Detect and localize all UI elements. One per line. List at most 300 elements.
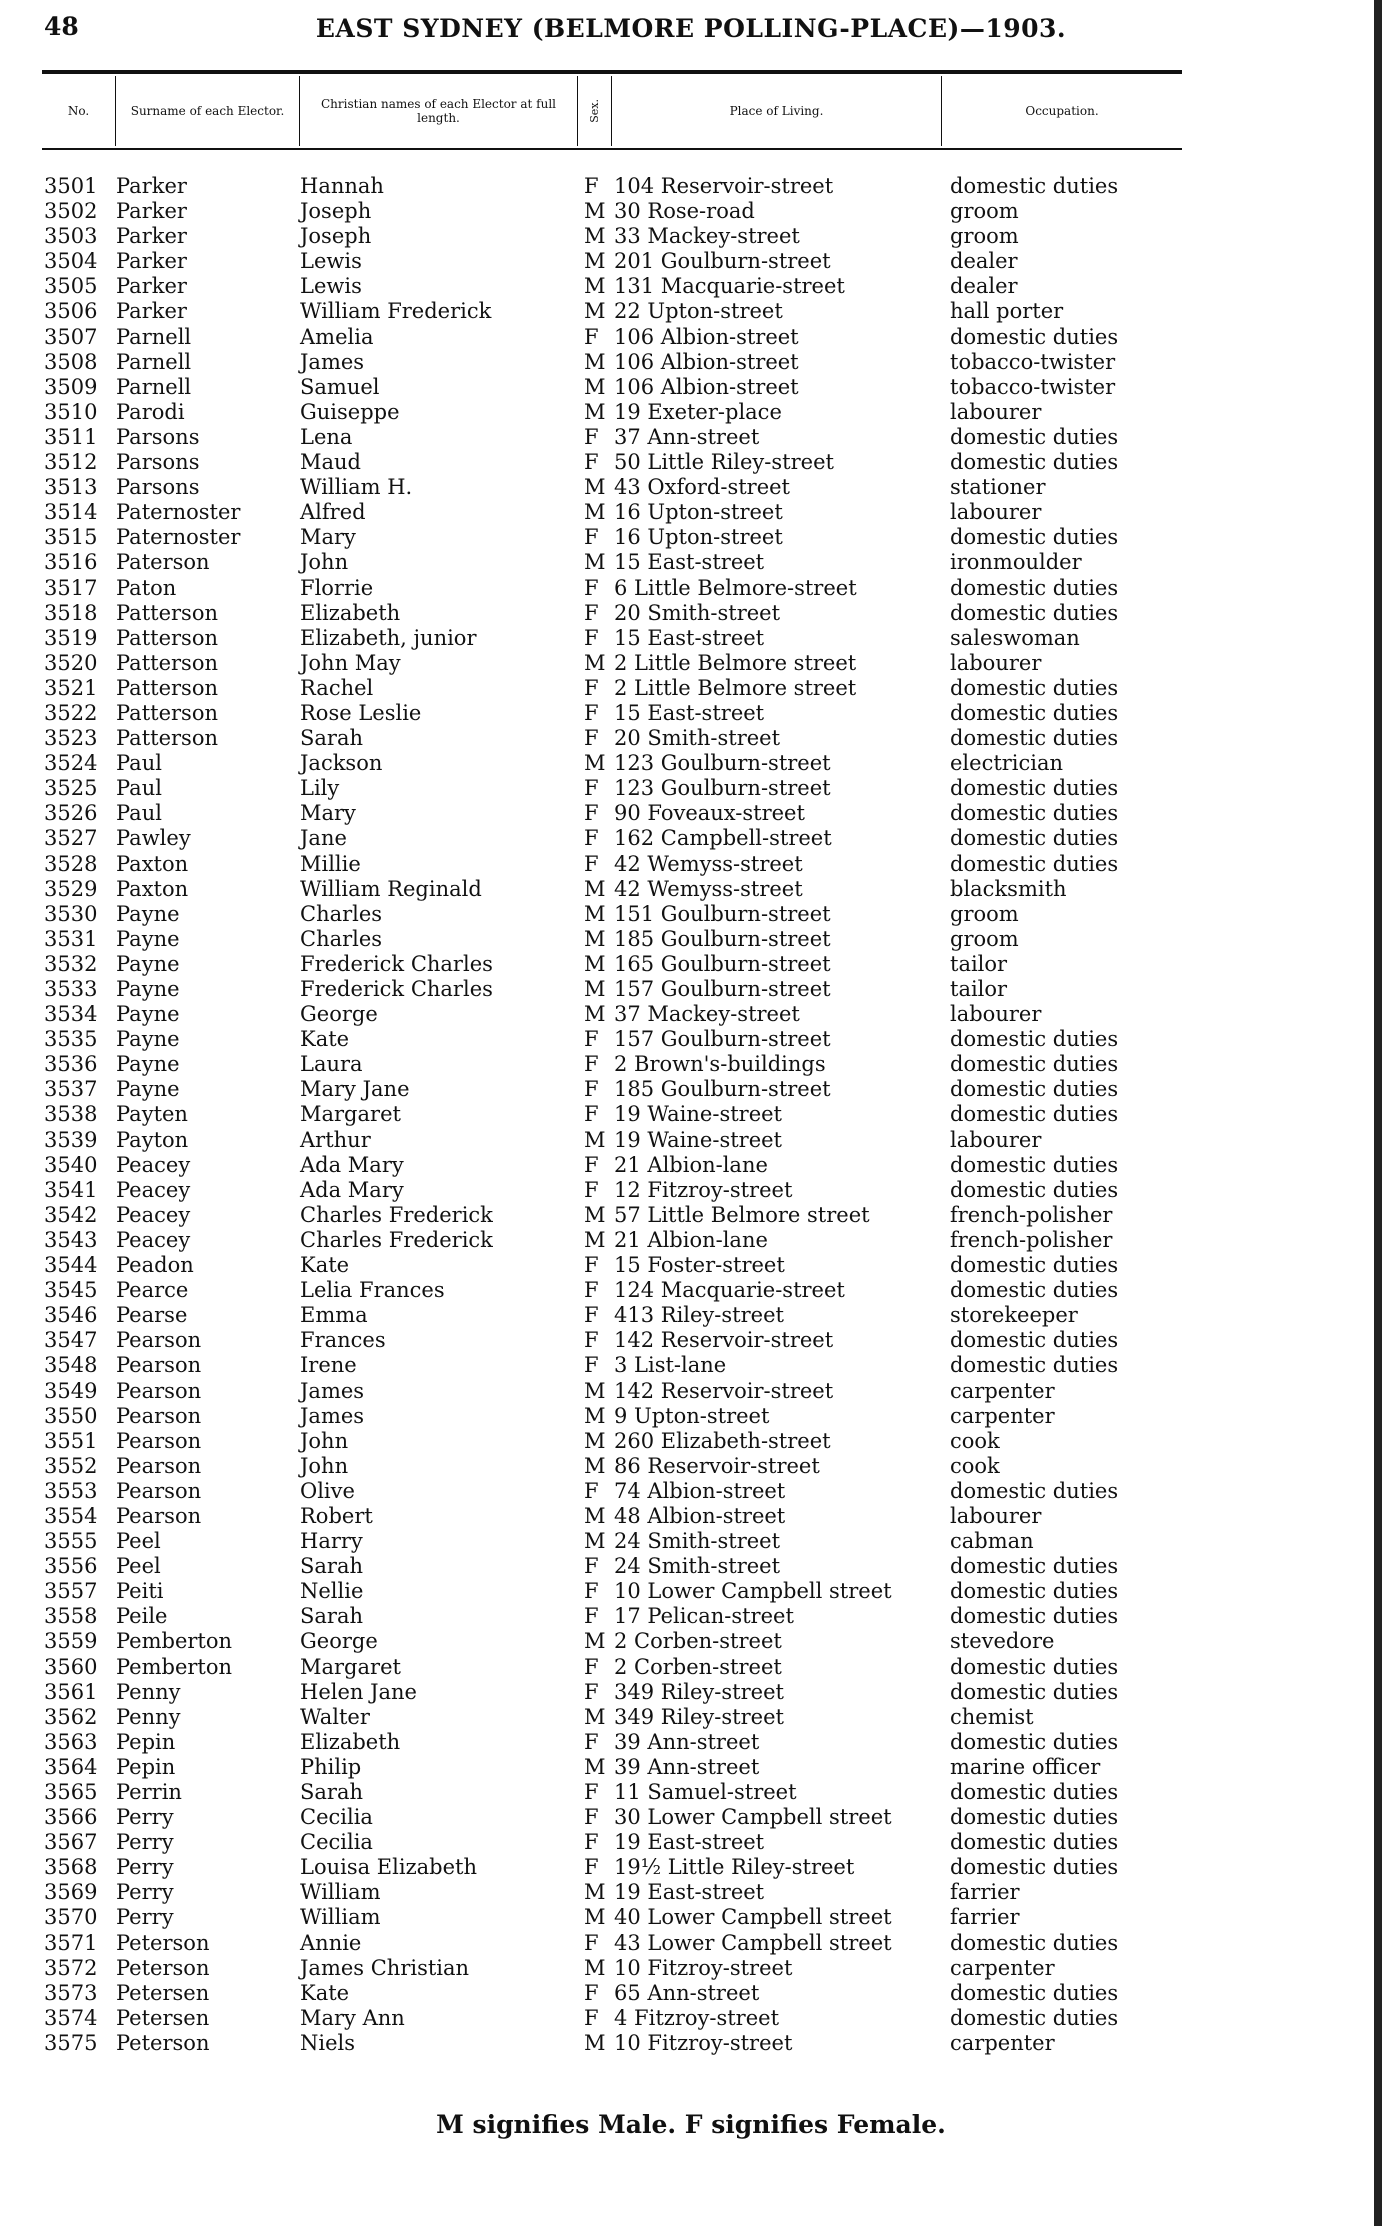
header-sex: Sex.: [587, 99, 601, 123]
elector-number: 3535: [44, 1027, 98, 1052]
elector-place-of-living: 86 Reservoir-street: [614, 1453, 820, 1478]
header-sex-cell: [578, 76, 612, 146]
table-row: [0, 826, 1382, 851]
table-row: [0, 375, 1382, 400]
elector-christian-names: Charles: [300, 926, 383, 951]
table-row: [0, 776, 1382, 801]
elector-sex: F: [584, 776, 599, 801]
table-row: [0, 751, 1382, 776]
elector-sex: M: [584, 1704, 606, 1729]
elector-number: 3508: [44, 349, 98, 374]
elector-number: 3504: [44, 249, 98, 274]
elector-sex: F: [584, 726, 599, 751]
elector-place-of-living: 20 Smith-street: [614, 600, 781, 625]
elector-surname: Payne: [116, 1027, 180, 1052]
table-row: [0, 1931, 1382, 1956]
elector-place-of-living: 142 Reservoir-street: [614, 1328, 834, 1353]
elector-christian-names: Arthur: [300, 1127, 371, 1152]
elector-sex: F: [584, 1780, 599, 1804]
elector-occupation: labourer: [950, 650, 1042, 675]
elector-surname: Parker: [116, 224, 187, 249]
elector-surname: Petersen: [116, 2005, 210, 2030]
elector-occupation: domestic duties: [950, 1980, 1119, 2005]
elector-place-of-living: 123 Goulburn-street: [614, 751, 831, 776]
elector-number: 3551: [44, 1428, 98, 1453]
table-row: [0, 1655, 1382, 1680]
table-row: [0, 274, 1382, 299]
elector-number: 3549: [44, 1378, 98, 1403]
elector-occupation: marine officer: [950, 1754, 1101, 1779]
table-row: [0, 651, 1382, 676]
elector-christian-names: Ada Mary: [300, 1177, 404, 1202]
table-row: [0, 425, 1382, 450]
table-row: [0, 1052, 1382, 1077]
elector-sex: F: [584, 1554, 599, 1579]
elector-occupation: domestic duties: [950, 1328, 1119, 1353]
elector-place-of-living: 16 Upton-street: [614, 525, 783, 550]
elector-christian-names: John May: [300, 650, 401, 675]
elector-surname: Peacey: [116, 1177, 191, 1202]
elector-number: 3517: [44, 575, 98, 600]
elector-occupation: domestic duties: [950, 1780, 1119, 1804]
table-row: [0, 801, 1382, 826]
elector-number: 3512: [44, 450, 98, 475]
elector-occupation: electrician: [950, 751, 1064, 776]
elector-christian-names: Irene: [300, 1353, 357, 1378]
elector-occupation: domestic duties: [950, 1278, 1119, 1303]
elector-number: 3568: [44, 1855, 98, 1880]
table-row: [0, 701, 1382, 726]
elector-occupation: domestic duties: [950, 1654, 1119, 1679]
elector-christian-names: James: [300, 349, 365, 374]
table-row: [0, 852, 1382, 877]
elector-sex: M: [584, 1629, 606, 1654]
table-row: [0, 1454, 1382, 1479]
elector-sex: F: [584, 600, 599, 625]
table-row: [0, 199, 1382, 224]
table-row: [0, 2031, 1382, 2056]
elector-number: 3513: [44, 475, 98, 500]
elector-surname: Parker: [116, 299, 187, 324]
elector-surname: Pearson: [116, 1328, 202, 1353]
elector-surname: Parker: [116, 199, 187, 224]
elector-christian-names: Mary: [300, 801, 356, 826]
table-row: [0, 1755, 1382, 1780]
elector-christian-names: Nellie: [300, 1579, 364, 1604]
elector-surname: Pemberton: [116, 1654, 233, 1679]
elector-surname: Pearson: [116, 1353, 202, 1378]
elector-surname: Paul: [116, 751, 162, 776]
elector-christian-names: Margaret: [300, 1654, 401, 1679]
elector-surname: Payne: [116, 901, 180, 926]
elector-place-of-living: 19 East-street: [614, 1880, 765, 1905]
elector-place-of-living: 157 Goulburn-street: [614, 1027, 831, 1052]
elector-place-of-living: 162 Campbell-street: [614, 826, 832, 851]
elector-christian-names: Florrie: [300, 575, 374, 600]
elector-sex: F: [584, 575, 599, 600]
elector-occupation: farrier: [950, 1880, 1020, 1905]
elector-christian-names: Olive: [300, 1478, 355, 1503]
elector-number: 3511: [44, 424, 98, 449]
elector-occupation: domestic duties: [950, 324, 1119, 349]
elector-sex: M: [584, 951, 606, 976]
elector-christian-names: Samuel: [300, 374, 380, 399]
table-row: [0, 1504, 1382, 1529]
elector-occupation: dealer: [950, 249, 1018, 274]
elector-place-of-living: 74 Albion-street: [614, 1478, 786, 1503]
elector-number: 3542: [44, 1202, 98, 1227]
elector-place-of-living: 10 Fitzroy-street: [614, 2030, 793, 2055]
elector-christian-names: Kate: [300, 1980, 350, 2005]
table-row: [0, 350, 1382, 375]
elector-christian-names: William: [300, 1905, 381, 1930]
elector-christian-names: Louisa Elizabeth: [300, 1855, 477, 1880]
elector-place-of-living: 33 Mackey-street: [614, 224, 800, 249]
table-row: [0, 726, 1382, 751]
elector-sex: M: [584, 1127, 606, 1152]
elector-place-of-living: 42 Wemyss-street: [614, 851, 803, 876]
elector-number: 3556: [44, 1554, 98, 1579]
elector-christian-names: Sarah: [300, 726, 363, 751]
elector-christian-names: Kate: [300, 1253, 350, 1278]
elector-occupation: domestic duties: [950, 2005, 1119, 2030]
elector-number: 3509: [44, 374, 98, 399]
table-row: [0, 1479, 1382, 1504]
elector-occupation: tailor: [950, 977, 1008, 1001]
elector-christian-names: Niels: [300, 2030, 356, 2055]
elector-number: 3570: [44, 1905, 98, 1930]
table-row: [0, 1027, 1382, 1052]
elector-surname: Peterson: [116, 1955, 210, 1980]
elector-christian-names: Walter: [300, 1704, 370, 1729]
elector-occupation: domestic duties: [950, 600, 1119, 625]
table-row: [0, 1579, 1382, 1604]
elector-christian-names: Sarah: [300, 1780, 363, 1804]
elector-place-of-living: 19 Waine-street: [614, 1102, 782, 1127]
elector-number: 3550: [44, 1403, 98, 1428]
elector-christian-names: William Reginald: [300, 876, 482, 901]
page-number: 48: [44, 12, 79, 41]
elector-sex: F: [584, 1077, 599, 1102]
table-row: [0, 1128, 1382, 1153]
elector-occupation: labourer: [950, 399, 1042, 424]
elector-sex: F: [584, 826, 599, 851]
elector-surname: Patterson: [116, 650, 218, 675]
elector-christian-names: Charles Frederick: [300, 1202, 493, 1227]
elector-occupation: domestic duties: [950, 1152, 1119, 1177]
elector-christian-names: Joseph: [300, 199, 372, 224]
elector-surname: Payton: [116, 1127, 189, 1152]
elector-christian-names: Robert: [300, 1503, 373, 1528]
header-surname: Surname of each Elector.: [116, 76, 300, 146]
elector-surname: Peterson: [116, 2030, 210, 2055]
elector-surname: Peacey: [116, 1152, 191, 1177]
elector-sex: F: [584, 1353, 599, 1378]
elector-christian-names: Frederick Charles: [300, 977, 493, 1001]
elector-occupation: dealer: [950, 274, 1018, 299]
elector-sex: F: [584, 801, 599, 826]
elector-surname: Parnell: [116, 349, 192, 374]
elector-surname: Paterson: [116, 550, 210, 575]
elector-christian-names: James: [300, 1403, 365, 1428]
elector-number: 3525: [44, 776, 98, 801]
elector-surname: Pearson: [116, 1428, 202, 1453]
elector-sex: F: [584, 1303, 599, 1328]
table-row: [0, 1981, 1382, 2006]
elector-christian-names: Philip: [300, 1754, 362, 1779]
elector-place-of-living: 142 Reservoir-street: [614, 1378, 834, 1403]
elector-place-of-living: 30 Lower Campbell street: [614, 1805, 892, 1830]
elector-christian-names: John: [300, 1428, 349, 1453]
elector-surname: Payten: [116, 1102, 188, 1127]
elector-sex: M: [584, 550, 606, 575]
elector-surname: Paton: [116, 575, 177, 600]
elector-place-of-living: 4 Fitzroy-street: [614, 2005, 780, 2030]
elector-sex: M: [584, 349, 606, 374]
elector-christian-names: Laura: [300, 1052, 363, 1077]
table-row: [0, 1203, 1382, 1228]
elector-christian-names: Ada Mary: [300, 1152, 404, 1177]
elector-place-of-living: 349 Riley-street: [614, 1704, 784, 1729]
elector-sex: F: [584, 1679, 599, 1704]
elector-place-of-living: 24 Smith-street: [614, 1554, 781, 1579]
elector-number: 3547: [44, 1328, 98, 1353]
header-place: Place of Living.: [612, 76, 942, 146]
table-row: [0, 299, 1382, 324]
elector-surname: Pearson: [116, 1503, 202, 1528]
elector-place-of-living: 50 Little Riley-street: [614, 450, 834, 475]
elector-place-of-living: 131 Macquarie-street: [614, 274, 845, 299]
elector-christian-names: Sarah: [300, 1554, 363, 1579]
elector-christian-names: Mary: [300, 525, 356, 550]
table-row: [0, 1680, 1382, 1705]
elector-christian-names: Charles: [300, 901, 383, 926]
elector-occupation: blacksmith: [950, 876, 1067, 901]
elector-surname: Paternoster: [116, 525, 241, 550]
elector-sex: F: [584, 1805, 599, 1830]
elector-sex: M: [584, 1378, 606, 1403]
elector-number: 3528: [44, 851, 98, 876]
elector-sex: M: [584, 1754, 606, 1779]
table-row: [0, 1077, 1382, 1102]
elector-sex: F: [584, 1654, 599, 1679]
elector-sex: F: [584, 1052, 599, 1077]
elector-sex: F: [584, 851, 599, 876]
elector-sex: F: [584, 2005, 599, 2030]
elector-christian-names: Lewis: [300, 249, 362, 274]
elector-christian-names: John: [300, 1453, 349, 1478]
elector-number: 3518: [44, 600, 98, 625]
elector-place-of-living: 157 Goulburn-street: [614, 977, 831, 1001]
elector-surname: Parsons: [116, 475, 200, 500]
elector-surname: Perrin: [116, 1780, 182, 1804]
elector-number: 3561: [44, 1679, 98, 1704]
elector-occupation: french-polisher: [950, 1202, 1113, 1227]
table-row: [0, 1730, 1382, 1755]
elector-christian-names: James: [300, 1378, 365, 1403]
elector-occupation: labourer: [950, 1002, 1042, 1027]
elector-occupation: domestic duties: [950, 1805, 1119, 1830]
elector-surname: Parker: [116, 174, 187, 198]
elector-surname: Perry: [116, 1805, 174, 1830]
elector-number: 3530: [44, 901, 98, 926]
elector-sex: M: [584, 1002, 606, 1027]
elector-christian-names: Elizabeth, junior: [300, 625, 477, 650]
elector-surname: Perry: [116, 1830, 174, 1855]
elector-occupation: storekeeper: [950, 1303, 1078, 1328]
elector-christian-names: Lewis: [300, 274, 362, 299]
elector-sex: F: [584, 1027, 599, 1052]
header-occupation: Occupation.: [1025, 104, 1099, 118]
elector-surname: Penny: [116, 1704, 181, 1729]
elector-surname: Patterson: [116, 625, 218, 650]
elector-surname: Parsons: [116, 424, 200, 449]
elector-christian-names: Millie: [300, 851, 361, 876]
elector-place-of-living: 43 Oxford-street: [614, 475, 790, 500]
elector-number: 3543: [44, 1227, 98, 1252]
elector-occupation: carpenter: [950, 2030, 1055, 2055]
elector-christian-names: Hannah: [300, 174, 384, 198]
elector-christian-names: Frederick Charles: [300, 951, 493, 976]
elector-occupation: domestic duties: [950, 1102, 1119, 1127]
elector-occupation: hall porter: [950, 299, 1064, 324]
elector-surname: Pearse: [116, 1303, 188, 1328]
elector-christian-names: James Christian: [300, 1955, 470, 1980]
elector-christian-names: Helen Jane: [300, 1679, 417, 1704]
elector-place-of-living: 11 Samuel-street: [614, 1780, 797, 1804]
elector-sex: M: [584, 1905, 606, 1930]
elector-sex: M: [584, 926, 606, 951]
elector-place-of-living: 6 Little Belmore-street: [614, 575, 857, 600]
elector-surname: Payne: [116, 1077, 180, 1102]
elector-occupation: carpenter: [950, 1955, 1055, 1980]
elector-number: 3548: [44, 1353, 98, 1378]
elector-number: 3567: [44, 1830, 98, 1855]
elector-sex: F: [584, 625, 599, 650]
elector-surname: Perry: [116, 1855, 174, 1880]
elector-place-of-living: 20 Smith-street: [614, 726, 781, 751]
elector-sex: F: [584, 174, 599, 198]
elector-christian-names: Frances: [300, 1328, 386, 1353]
elector-place-of-living: 151 Goulburn-street: [614, 901, 831, 926]
elector-sex: F: [584, 1328, 599, 1353]
elector-christian-names: Harry: [300, 1529, 363, 1554]
elector-sex: F: [584, 1278, 599, 1303]
table-row: [0, 1328, 1382, 1353]
elector-number: 3506: [44, 299, 98, 324]
elector-number: 3523: [44, 726, 98, 751]
elector-surname: Peterson: [116, 1930, 210, 1955]
elector-place-of-living: 15 Foster-street: [614, 1253, 785, 1278]
elector-occupation: domestic duties: [950, 1177, 1119, 1202]
elector-occupation: saleswoman: [950, 625, 1080, 650]
table-row: [0, 1805, 1382, 1830]
elector-sex: F: [584, 424, 599, 449]
elector-place-of-living: 39 Ann-street: [614, 1729, 760, 1754]
elector-christian-names: Charles Frederick: [300, 1227, 493, 1252]
elector-place-of-living: 10 Fitzroy-street: [614, 1955, 793, 1980]
table-row: [0, 977, 1382, 1002]
elector-occupation: domestic duties: [950, 1855, 1119, 1880]
elector-occupation: domestic duties: [950, 675, 1119, 700]
footer-note: M signifies Male. F signifies Female.: [436, 2110, 946, 2139]
elector-number: 3501: [44, 174, 98, 198]
elector-number: 3562: [44, 1704, 98, 1729]
elector-christian-names: Lena: [300, 424, 353, 449]
elector-surname: Perry: [116, 1905, 174, 1930]
elector-surname: Peadon: [116, 1253, 194, 1278]
elector-sex: F: [584, 525, 599, 550]
elector-surname: Penny: [116, 1679, 181, 1704]
elector-sex: F: [584, 1102, 599, 1127]
table-row: [0, 475, 1382, 500]
table-row: [0, 1705, 1382, 1730]
elector-number: 3558: [44, 1604, 98, 1629]
elector-christian-names: Guiseppe: [300, 399, 400, 424]
table-row: [0, 902, 1382, 927]
elector-sex: M: [584, 399, 606, 424]
elector-occupation: stationer: [950, 475, 1046, 500]
table-row: [0, 1830, 1382, 1855]
elector-occupation: labourer: [950, 1127, 1042, 1152]
elector-surname: Pawley: [116, 826, 191, 851]
elector-number: 3555: [44, 1529, 98, 1554]
elector-surname: Pepin: [116, 1754, 176, 1779]
elector-surname: Peacey: [116, 1227, 191, 1252]
elector-sex: M: [584, 1880, 606, 1905]
elector-christian-names: John: [300, 550, 349, 575]
elector-number: 3546: [44, 1303, 98, 1328]
table-row: [0, 1102, 1382, 1127]
elector-occupation: domestic duties: [950, 174, 1119, 198]
elector-surname: Payne: [116, 926, 180, 951]
table-row: [0, 1353, 1382, 1378]
elector-surname: Paxton: [116, 876, 189, 901]
elector-surname: Patterson: [116, 675, 218, 700]
elector-occupation: domestic duties: [950, 851, 1119, 876]
elector-number: 3531: [44, 926, 98, 951]
table-row: [0, 676, 1382, 701]
elector-sex: M: [584, 1955, 606, 1980]
elector-sex: M: [584, 1529, 606, 1554]
elector-surname: Parnell: [116, 374, 192, 399]
elector-number: 3544: [44, 1253, 98, 1278]
elector-number: 3520: [44, 650, 98, 675]
table-row: [0, 500, 1382, 525]
elector-sex: M: [584, 374, 606, 399]
elector-occupation: cabman: [950, 1529, 1034, 1554]
elector-christian-names: George: [300, 1002, 378, 1027]
elector-number: 3545: [44, 1278, 98, 1303]
elector-sex: F: [584, 1980, 599, 2005]
elector-sex: F: [584, 1830, 599, 1855]
elector-occupation: tobacco-twister: [950, 374, 1116, 399]
elector-occupation: domestic duties: [950, 1679, 1119, 1704]
elector-occupation: groom: [950, 224, 1019, 249]
elector-number: 3574: [44, 2005, 98, 2030]
elector-place-of-living: 24 Smith-street: [614, 1529, 781, 1554]
elector-number: 3516: [44, 550, 98, 575]
elector-surname: Patterson: [116, 700, 218, 725]
elector-place-of-living: 12 Fitzroy-street: [614, 1177, 793, 1202]
elector-number: 3540: [44, 1152, 98, 1177]
elector-christian-names: Maud: [300, 450, 361, 475]
elector-surname: Pearson: [116, 1453, 202, 1478]
elector-number: 3557: [44, 1579, 98, 1604]
table-row: [0, 1554, 1382, 1579]
elector-christian-names: Rachel: [300, 675, 374, 700]
elector-sex: M: [584, 274, 606, 299]
